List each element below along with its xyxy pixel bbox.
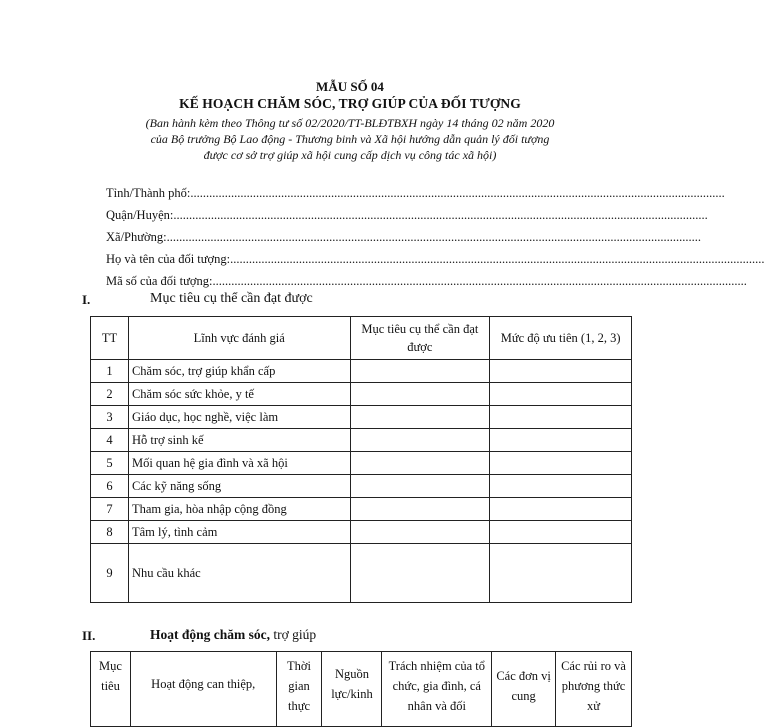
ward-field[interactable] [106, 230, 701, 248]
row-field: Nhu cầu khác [128, 544, 350, 603]
row-field: Chăm sóc sức khỏe, y tế [128, 383, 350, 406]
table-row [91, 360, 632, 383]
district-field[interactable] [106, 208, 708, 226]
row-field: Tham gia, hòa nhập cộng đồng [128, 498, 350, 521]
document-subtitle-line-2: của Bộ trưởng Bộ Lao động - Thương binh và Xã hội hướng dẫn quản lý đối tượng [150, 132, 550, 146]
row-field: Giáo dục, học nghề, việc làm [128, 406, 350, 429]
row-priority-cell[interactable] [490, 429, 632, 452]
activities-table [90, 651, 632, 727]
section-2-title-bold: Hoạt động chăm sóc, [150, 627, 271, 642]
header-resource-col: Nguồn lực/kinh [322, 652, 382, 727]
table-row [91, 498, 632, 521]
row-priority-cell[interactable] [490, 383, 632, 406]
ward-label: Xã/Phường: [106, 230, 167, 244]
row-field: Các kỹ năng sống [128, 475, 350, 498]
table-row [91, 475, 632, 498]
row-goal-cell[interactable] [350, 452, 490, 475]
row-goal-cell[interactable] [350, 498, 490, 521]
header-activity-col: Hoạt động can thiệp, [130, 652, 276, 727]
header-goal: Mục tiêu cụ thể cần đạt được [350, 317, 490, 360]
table-row [91, 521, 632, 544]
table-row [91, 383, 632, 406]
full-name-label: Họ và tên của đối tượng: [106, 252, 231, 266]
code-field[interactable] [106, 274, 747, 292]
row-priority-cell[interactable] [490, 498, 632, 521]
row-goal-cell[interactable] [350, 429, 490, 452]
row-priority-cell[interactable] [490, 406, 632, 429]
province-dots: ........................................................................................................................................................................... [190, 186, 725, 200]
header-units-col: Các đơn vị cung [492, 652, 556, 727]
row-tt: 8 [91, 521, 129, 544]
row-tt: 3 [91, 406, 129, 429]
district-dots: ........................................................................................................................................................................... [173, 208, 708, 222]
code-label: Mã số của đối tượng: [106, 274, 213, 288]
table-row [91, 544, 632, 603]
header-tt: TT [91, 317, 129, 360]
full-name-dots: ........................................................................................................................................................................... [230, 252, 765, 266]
section-1-number: I. [82, 292, 91, 307]
row-goal-cell[interactable] [350, 521, 490, 544]
row-field: Mối quan hệ gia đình và xã hội [128, 452, 350, 475]
document-subtitle-line-3: được cơ sở trợ giúp xã hội cung cấp dịch vụ công tác xã hội) [203, 148, 497, 162]
row-tt: 9 [91, 544, 129, 603]
row-field: Tâm lý, tình cảm [128, 521, 350, 544]
row-tt: 5 [91, 452, 129, 475]
goals-table-header-row [91, 317, 632, 360]
row-tt: 4 [91, 429, 129, 452]
row-tt: 1 [91, 360, 129, 383]
header-risks-col: Các rủi ro và phương thức xử [556, 652, 632, 727]
header-field: Lĩnh vực đánh giá [128, 317, 350, 360]
header-goal-col: Mục tiêu [91, 652, 131, 727]
row-goal-cell[interactable] [350, 475, 490, 498]
row-priority-cell[interactable] [490, 475, 632, 498]
ward-dots: ........................................................................................................................................................................... [166, 230, 701, 244]
district-label: Quận/Huyện: [106, 208, 174, 222]
row-priority-cell[interactable] [490, 360, 632, 383]
row-goal-cell[interactable] [350, 544, 490, 603]
row-tt: 6 [91, 475, 129, 498]
section-1-title: Mục tiêu cụ thể cần đạt được [150, 291, 313, 306]
row-priority-cell[interactable] [490, 452, 632, 475]
goals-table [90, 316, 632, 603]
row-goal-cell[interactable] [350, 360, 490, 383]
row-priority-cell[interactable] [490, 521, 632, 544]
row-goal-cell[interactable] [350, 406, 490, 429]
section-2-title-rest: trợ giúp [270, 627, 317, 642]
row-field: Chăm sóc, trợ giúp khẩn cấp [128, 360, 350, 383]
row-tt: 7 [91, 498, 129, 521]
activities-table-header-row [91, 652, 632, 727]
province-label: Tỉnh/Thành phố: [106, 186, 191, 200]
row-tt: 2 [91, 383, 129, 406]
document-title: KẾ HOẠCH CHĂM SÓC, TRỢ GIÚP CỦA ĐỐI TƯỢNG [179, 96, 521, 111]
row-field: Hỗ trợ sinh kế [128, 429, 350, 452]
form-number: MẪU SỐ 04 [316, 79, 384, 94]
section-2-title [150, 627, 316, 643]
province-field[interactable] [106, 186, 725, 204]
header-time-col: Thời gian thực [276, 652, 322, 727]
row-goal-cell[interactable] [350, 383, 490, 406]
table-row [91, 429, 632, 452]
header-priority: Mức độ ưu tiên (1, 2, 3) [490, 317, 632, 360]
row-priority-cell[interactable] [490, 544, 632, 603]
section-2-number: II. [82, 628, 96, 643]
code-dots: ........................................................................................................................................................................... [212, 274, 747, 288]
table-row [91, 452, 632, 475]
document-subtitle-line-1: (Ban hành kèm theo Thông tư số 02/2020/TT-BLĐTBXH ngày 14 tháng 02 năm 2020 [145, 116, 555, 130]
full-name-field[interactable] [106, 252, 765, 270]
header-responsibility-col: Trách nhiệm của tổ chức, gia đình, cá nhân và đối [382, 652, 492, 727]
table-row [91, 406, 632, 429]
